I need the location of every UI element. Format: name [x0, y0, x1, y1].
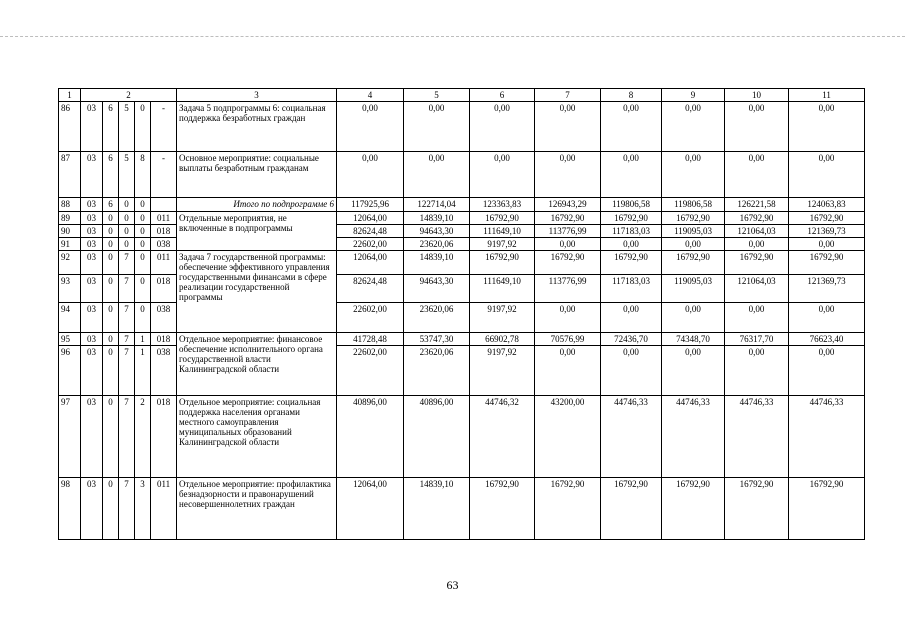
value-cell: 22602,00	[337, 346, 404, 396]
table-row	[59, 396, 865, 478]
code-cell: 018	[151, 333, 177, 346]
value-cell: 0,00	[789, 238, 865, 251]
code-cell: 0	[103, 238, 119, 251]
value-cell: 117925,96	[337, 198, 404, 212]
value-cell: 0,00	[725, 238, 789, 251]
code-cell: 03	[81, 238, 103, 251]
row-number: 94	[59, 303, 81, 333]
header-cell: 2	[81, 89, 177, 102]
value-cell: 0,00	[662, 303, 725, 333]
item-name: Задача 7 государственной программы: обеспечение эффективного управления государственными финансами в сфере реализации государственной программы	[177, 251, 337, 333]
code-cell: 0	[135, 275, 151, 303]
value-cell: 16792,90	[789, 478, 865, 540]
table-row	[59, 333, 865, 346]
value-cell: 0,00	[535, 346, 601, 396]
code-cell: 0	[135, 212, 151, 225]
code-cell: 011	[151, 478, 177, 540]
value-cell: 22602,00	[337, 238, 404, 251]
code-cell: 7	[119, 303, 135, 333]
row-number: 87	[59, 152, 81, 198]
item-name: Основное мероприятие: социальные выплаты безработным гражданам	[177, 152, 337, 198]
item-name: Отдельное мероприятие: финансовое обеспечение исполнительного органа государственной власти Калининградской области	[177, 333, 337, 396]
header-cell: 11	[789, 89, 865, 102]
value-cell: 0,00	[789, 346, 865, 396]
value-cell: 40896,00	[337, 396, 404, 478]
value-cell: 0,00	[535, 303, 601, 333]
code-cell: 0	[103, 303, 119, 333]
value-cell: 121369,73	[789, 275, 865, 303]
code-cell: 0	[119, 198, 135, 212]
code-cell: 0	[135, 225, 151, 238]
header-cell: 8	[601, 89, 662, 102]
value-cell: 123363,83	[470, 198, 535, 212]
code-cell: 018	[151, 275, 177, 303]
code-cell: 0	[135, 102, 151, 152]
value-cell: 121369,73	[789, 225, 865, 238]
code-cell: 018	[151, 225, 177, 238]
value-cell: 82624,48	[337, 275, 404, 303]
value-cell: 70576,99	[535, 333, 601, 346]
value-cell: 119806,58	[662, 198, 725, 212]
code-cell: -	[151, 152, 177, 198]
value-cell: 44746,33	[725, 396, 789, 478]
code-cell: 0	[103, 346, 119, 396]
value-cell: 16792,90	[725, 251, 789, 275]
code-cell: 7	[119, 346, 135, 396]
value-cell: 0,00	[601, 102, 662, 152]
value-cell: 16792,90	[789, 251, 865, 275]
value-cell: 12064,00	[337, 478, 404, 540]
value-cell: 16792,90	[789, 212, 865, 225]
value-cell: 23620,06	[404, 346, 470, 396]
row-number: 96	[59, 346, 81, 396]
code-cell: 011	[151, 251, 177, 275]
value-cell: 0,00	[535, 102, 601, 152]
header-cell: 5	[404, 89, 470, 102]
value-cell: 117183,03	[601, 275, 662, 303]
code-cell: 7	[119, 251, 135, 275]
code-cell: 03	[81, 275, 103, 303]
value-cell: 0,00	[601, 346, 662, 396]
code-cell: 03	[81, 212, 103, 225]
value-cell: 53747,30	[404, 333, 470, 346]
value-cell: 44746,32	[470, 396, 535, 478]
value-cell: 9197,92	[470, 303, 535, 333]
table-row	[59, 212, 865, 225]
code-cell: 0	[103, 212, 119, 225]
value-cell: 16792,90	[725, 478, 789, 540]
value-cell: 74348,70	[662, 333, 725, 346]
code-cell: 6	[103, 102, 119, 152]
code-cell: 0	[103, 225, 119, 238]
subtotal-label: Итого по подпрограмме 6	[177, 198, 337, 212]
code-cell: 03	[81, 333, 103, 346]
value-cell: 0,00	[662, 346, 725, 396]
code-cell: 1	[135, 346, 151, 396]
row-number: 86	[59, 102, 81, 152]
value-cell: 0,00	[535, 238, 601, 251]
code-cell: 03	[81, 346, 103, 396]
value-cell: 22602,00	[337, 303, 404, 333]
item-name: Задача 5 подпрограммы 6: социальная поддержка безработных граждан	[177, 102, 337, 152]
value-cell: 16792,90	[601, 251, 662, 275]
code-cell: 0	[103, 478, 119, 540]
value-cell: 16792,90	[662, 478, 725, 540]
row-number: 97	[59, 396, 81, 478]
row-number: 98	[59, 478, 81, 540]
value-cell: 44746,33	[789, 396, 865, 478]
value-cell: 0,00	[662, 102, 725, 152]
code-cell: 2	[135, 396, 151, 478]
value-cell: 124063,83	[789, 198, 865, 212]
code-cell: 038	[151, 346, 177, 396]
header-cell: 6	[470, 89, 535, 102]
value-cell: 44746,33	[662, 396, 725, 478]
value-cell: 0,00	[662, 238, 725, 251]
row-number: 92	[59, 251, 81, 275]
header-cell: 9	[662, 89, 725, 102]
code-cell: 0	[135, 303, 151, 333]
code-cell: 6	[103, 198, 119, 212]
code-cell: 0	[135, 198, 151, 212]
value-cell: 9197,92	[470, 238, 535, 251]
value-cell: 0,00	[337, 152, 404, 198]
code-cell: 5	[119, 102, 135, 152]
value-cell: 111649,10	[470, 275, 535, 303]
value-cell: 23620,06	[404, 303, 470, 333]
value-cell: 126221,58	[725, 198, 789, 212]
value-cell: 0,00	[470, 152, 535, 198]
value-cell: 0,00	[601, 303, 662, 333]
code-cell: 0	[135, 251, 151, 275]
code-cell: 03	[81, 303, 103, 333]
value-cell: 0,00	[470, 102, 535, 152]
value-cell: 12064,00	[337, 251, 404, 275]
code-cell: 7	[119, 478, 135, 540]
value-cell: 43200,00	[535, 396, 601, 478]
value-cell: 0,00	[725, 102, 789, 152]
value-cell: 16792,90	[535, 212, 601, 225]
header-cell: 1	[59, 89, 81, 102]
code-cell: 0	[135, 238, 151, 251]
table-row	[59, 251, 865, 275]
value-cell: 23620,06	[404, 238, 470, 251]
value-cell: 16792,90	[662, 251, 725, 275]
value-cell: 14839,10	[404, 478, 470, 540]
value-cell: 40896,00	[404, 396, 470, 478]
code-cell: 03	[81, 225, 103, 238]
top-divider	[0, 36, 905, 37]
code-cell: 0	[103, 251, 119, 275]
value-cell: 16792,90	[601, 478, 662, 540]
value-cell: 72436,70	[601, 333, 662, 346]
value-cell: 119095,03	[662, 275, 725, 303]
value-cell: 14839,10	[404, 251, 470, 275]
code-cell: 6	[103, 152, 119, 198]
code-cell: 0	[119, 212, 135, 225]
header-row	[59, 89, 865, 102]
value-cell: 9197,92	[470, 346, 535, 396]
value-cell: 82624,48	[337, 225, 404, 238]
value-cell: 44746,33	[601, 396, 662, 478]
value-cell: 126943,29	[535, 198, 601, 212]
code-cell: 03	[81, 251, 103, 275]
value-cell: 0,00	[789, 303, 865, 333]
code-cell: 7	[119, 275, 135, 303]
value-cell: 0,00	[662, 152, 725, 198]
value-cell: 76317,70	[725, 333, 789, 346]
code-cell: 0	[119, 238, 135, 251]
code-cell: 03	[81, 478, 103, 540]
page-number: 63	[446, 578, 459, 592]
code-cell: 03	[81, 102, 103, 152]
code-cell: 03	[81, 152, 103, 198]
value-cell: 117183,03	[601, 225, 662, 238]
value-cell: 0,00	[601, 152, 662, 198]
table-row	[59, 478, 865, 540]
code-cell: 0	[103, 396, 119, 478]
value-cell: 119806,58	[601, 198, 662, 212]
table-row	[59, 102, 865, 152]
value-cell: 66902,78	[470, 333, 535, 346]
code-cell	[151, 198, 177, 212]
table-row	[59, 198, 865, 212]
table-row	[59, 152, 865, 198]
value-cell: 0,00	[725, 303, 789, 333]
row-number: 93	[59, 275, 81, 303]
value-cell: 0,00	[601, 238, 662, 251]
value-cell: 94643,30	[404, 225, 470, 238]
value-cell: 0,00	[337, 102, 404, 152]
value-cell: 113776,99	[535, 225, 601, 238]
code-cell: 0	[103, 275, 119, 303]
value-cell: 0,00	[725, 152, 789, 198]
item-name: Отдельное мероприятие: профилактика безнадзорности и правонарушений несовершеннолетних граждан	[177, 478, 337, 540]
header-cell: 4	[337, 89, 404, 102]
row-number: 95	[59, 333, 81, 346]
value-cell: 16792,90	[601, 212, 662, 225]
budget-table	[58, 88, 865, 540]
code-cell: 5	[119, 152, 135, 198]
code-cell: 038	[151, 238, 177, 251]
code-cell: 1	[135, 333, 151, 346]
value-cell: 16792,90	[470, 478, 535, 540]
value-cell: 0,00	[404, 152, 470, 198]
code-cell: -	[151, 102, 177, 152]
row-number: 88	[59, 198, 81, 212]
code-cell: 018	[151, 396, 177, 478]
value-cell: 0,00	[725, 346, 789, 396]
header-cell: 3	[177, 89, 337, 102]
header-cell: 10	[725, 89, 789, 102]
value-cell: 16792,90	[725, 212, 789, 225]
value-cell: 94643,30	[404, 275, 470, 303]
value-cell: 16792,90	[662, 212, 725, 225]
value-cell: 12064,00	[337, 212, 404, 225]
code-cell: 038	[151, 303, 177, 333]
value-cell: 111649,10	[470, 225, 535, 238]
code-cell: 7	[119, 333, 135, 346]
value-cell: 16792,90	[470, 251, 535, 275]
row-number: 91	[59, 238, 81, 251]
value-cell: 16792,90	[535, 478, 601, 540]
value-cell: 0,00	[789, 102, 865, 152]
header-cell: 7	[535, 89, 601, 102]
code-cell: 0	[103, 333, 119, 346]
code-cell: 03	[81, 396, 103, 478]
value-cell: 14839,10	[404, 212, 470, 225]
value-cell: 16792,90	[535, 251, 601, 275]
value-cell: 119095,03	[662, 225, 725, 238]
value-cell: 121064,03	[725, 275, 789, 303]
code-cell: 011	[151, 212, 177, 225]
value-cell: 113776,99	[535, 275, 601, 303]
code-cell: 7	[119, 396, 135, 478]
code-cell: 8	[135, 152, 151, 198]
row-number: 89	[59, 212, 81, 225]
item-name: Отдельное мероприятие: социальная поддержка населения органами местного самоуправления муниципальных образований Калининградской области	[177, 396, 337, 478]
value-cell: 41728,48	[337, 333, 404, 346]
value-cell: 0,00	[404, 102, 470, 152]
row-number: 90	[59, 225, 81, 238]
value-cell: 0,00	[789, 152, 865, 198]
value-cell: 76623,40	[789, 333, 865, 346]
code-cell: 03	[81, 198, 103, 212]
value-cell: 0,00	[535, 152, 601, 198]
value-cell: 122714,04	[404, 198, 470, 212]
value-cell: 16792,90	[470, 212, 535, 225]
item-name: Отдельные мероприятия, не включенные в подпрограммы	[177, 212, 337, 251]
code-cell: 3	[135, 478, 151, 540]
value-cell: 121064,03	[725, 225, 789, 238]
code-cell: 0	[119, 225, 135, 238]
